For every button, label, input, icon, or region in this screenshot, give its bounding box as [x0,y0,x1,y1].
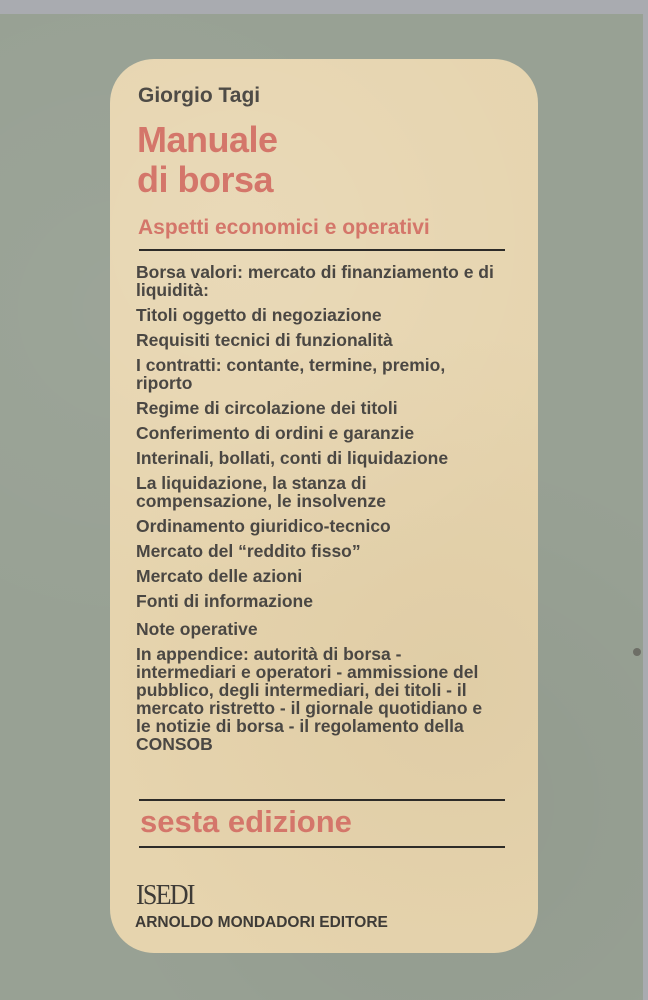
divider-edition-top [139,799,505,801]
stain-mark [633,648,641,656]
publisher-name: ARNOLDO MONDADORI EDITORE [135,914,388,931]
book-title [137,120,278,200]
toc-item: La liquidazione, la stanza di compensazione, le insolvenze [136,473,386,511]
book-subtitle: Aspetti economici e operativi [138,216,430,239]
author-name: Giorgio Tagi [138,84,261,107]
toc-item: Titoli oggetto di negoziazione [136,305,382,325]
toc-item: Note operative [136,619,258,639]
toc-item: Requisiti tecnici di funzionalità [136,330,393,350]
toc-item: I contratti: contante, termine, premio, riporto [136,355,446,393]
toc-item: Mercato del “reddito fisso” [136,541,361,561]
toc-item: Interinali, bollati, conti di liquidazione [136,448,449,468]
title-line-1: Manuale [137,119,278,160]
toc-item: Regime di circolazione dei titoli [136,398,398,418]
divider-edition-bottom [139,846,505,848]
toc-item: Borsa valori: mercato di finanziamento e di liquidità: [136,262,494,300]
table-of-contents [136,263,516,760]
toc-item: Fonti di informazione [136,591,313,611]
divider-top [139,249,505,251]
toc-item: Ordinamento giuridico-tecnico [136,516,391,536]
toc-item: Conferimento di ordini e garanzie [136,423,415,443]
isedi-logo: ISEDI [136,879,194,911]
title-line-2: di borsa [137,159,274,200]
edition-label: sesta edizione [140,804,352,839]
toc-item: Mercato delle azioni [136,566,303,586]
toc-appendix: In appendice: autorità di borsa - intermediari e operatori - ammissione del pubblico, degli intermediari, dei titoli - il mercato ristretto - il giornale quotidiano e le notizie di borsa - il regolamento della CONSOB [136,644,483,754]
